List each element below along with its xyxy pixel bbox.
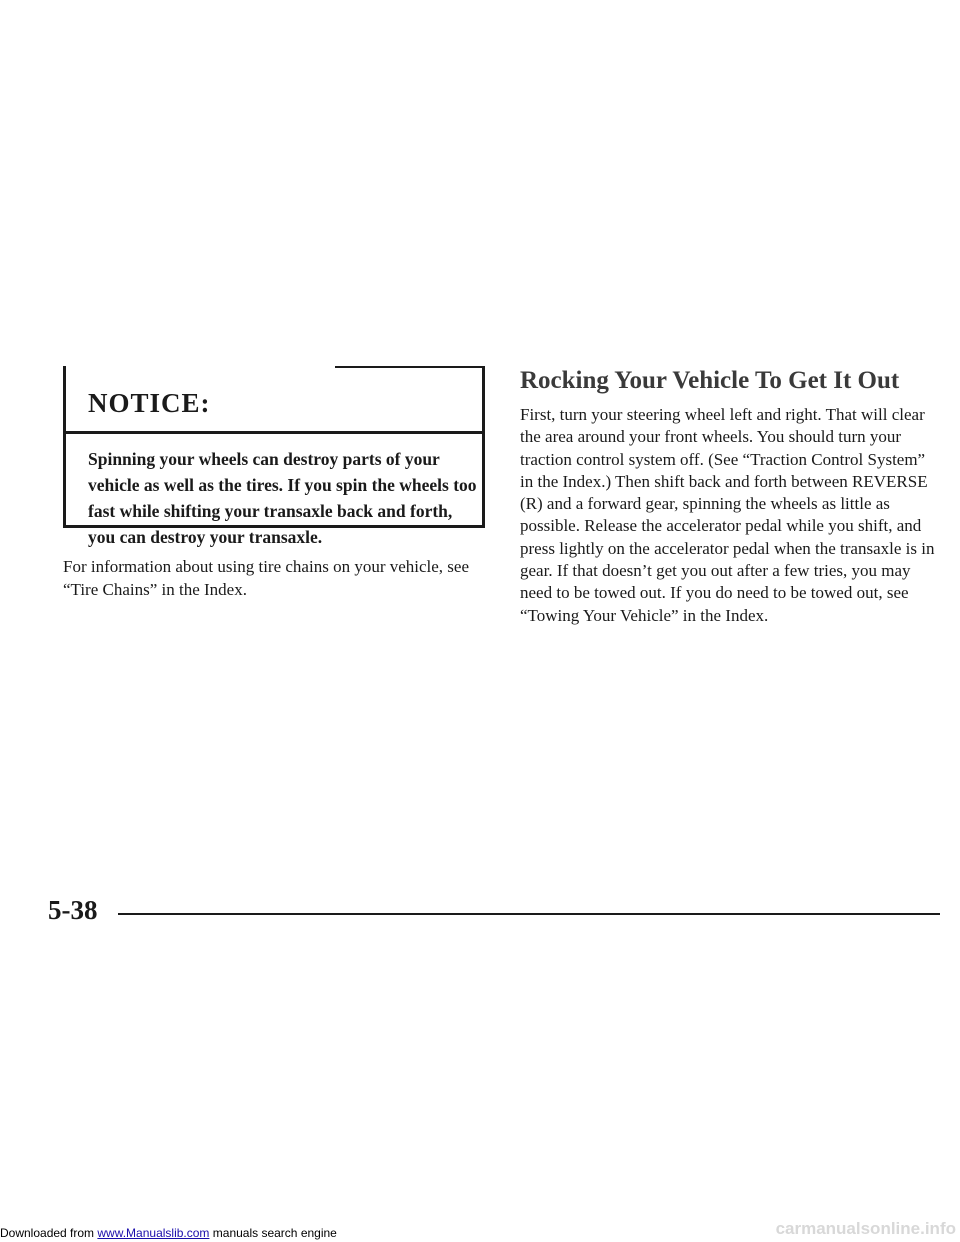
notice-body: Spinning your wheels can destroy parts of your vehicle as well as the tires. If you spin the wheels too fast while shifting your transaxle back and forth, you can destroy your transaxle. [88,449,477,547]
tire-chains-paragraph: For information about using tire chains on your vehicle, see “Tire Chains” in the Index. [63,557,470,599]
notice-title: NOTICE: [88,388,211,418]
watermark-prefix: Downloaded from [0,1226,98,1240]
manualslib-link[interactable]: www.Manualslib.com [97,1226,210,1240]
section-body: First, turn your steering wheel left and right. That will clear the area around your front wheels. You should turn your traction control system off. (See “Traction Control System” in the Index.) Then shift back and forth between REVERSE (R) and a forward gear, spinning the wheels as little as possible. Release the accelerator pedal while you shift, and press lightly on the accelerator pedal when the transaxle is in gear. If that doesn’t get you out after a few tries, you may need to be towed out. If you do need to be towed out, see “Towing Your Vehicle” in the Index. [520,405,935,625]
notice-box [63,366,485,547]
footer-rule [118,913,940,915]
notice-divider [66,431,482,434]
download-watermark [0,1226,337,1240]
page-number: 5-38 [48,895,98,925]
section-title: Rocking Your Vehicle To Get It Out [520,367,900,394]
site-watermark: carmanualsonline.info [775,1219,956,1238]
watermark-suffix: manuals search engine [209,1226,337,1240]
